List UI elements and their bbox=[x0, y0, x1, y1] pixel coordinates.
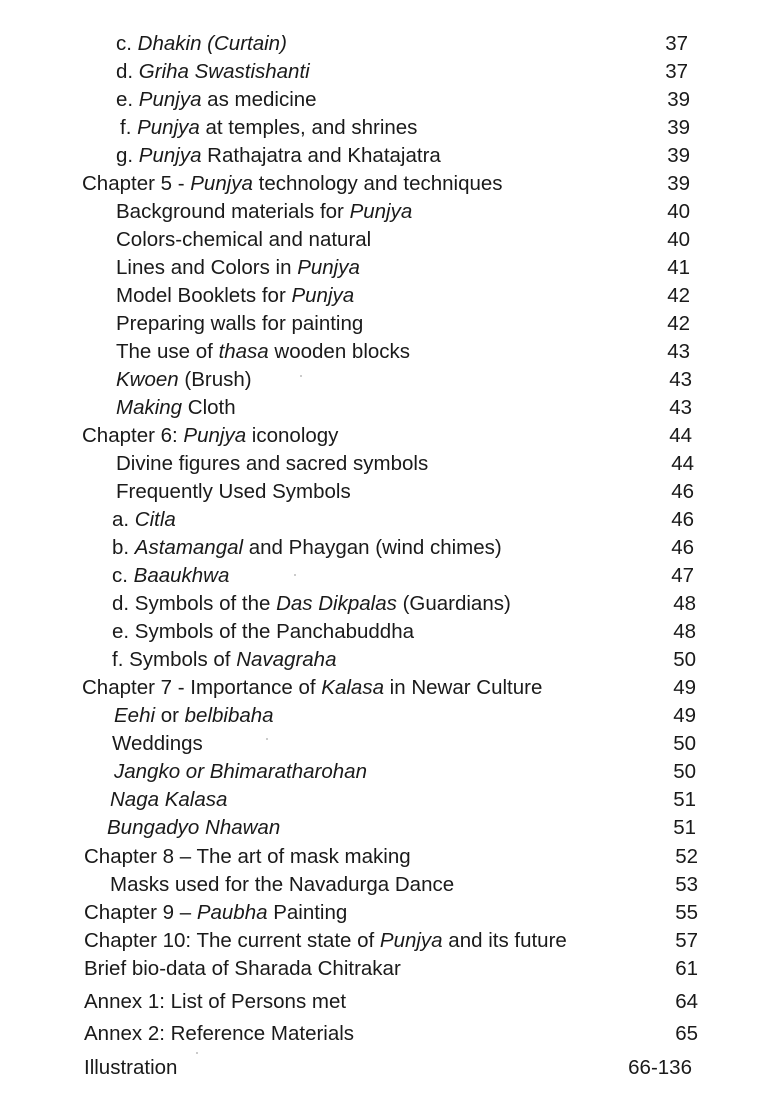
toc-entry bbox=[0, 786, 780, 814]
italic-text: Griha Swastishanti bbox=[138, 60, 310, 83]
italic-text: Astamangal bbox=[134, 536, 244, 559]
toc-entry-title bbox=[112, 534, 502, 562]
toc-page-number: 64 bbox=[675, 990, 698, 1013]
toc-entry-title bbox=[110, 871, 454, 899]
toc-entry-title bbox=[116, 338, 410, 366]
text: d. bbox=[116, 60, 139, 83]
toc-entry bbox=[0, 871, 780, 899]
toc-entry bbox=[0, 450, 780, 478]
toc-entry bbox=[0, 927, 780, 955]
text: Rathajatra and Khatajatra bbox=[201, 144, 441, 167]
toc-entry-title bbox=[114, 758, 367, 786]
toc-entry bbox=[0, 338, 780, 366]
toc-page-number: 51 bbox=[673, 816, 696, 839]
italic-text: Das Dikpalas bbox=[276, 592, 397, 615]
toc-page-number: 42 bbox=[667, 284, 690, 307]
toc-entry bbox=[0, 114, 780, 142]
toc-page-number: 61 bbox=[675, 957, 698, 980]
italic-text: Citla bbox=[134, 508, 176, 531]
text: in Newar Culture bbox=[383, 676, 543, 699]
toc-page-number: 52 bbox=[675, 845, 698, 868]
toc-entry-title bbox=[116, 478, 351, 506]
text: and its future bbox=[442, 929, 567, 952]
toc-entry-title bbox=[112, 730, 203, 758]
text: Chapter 8 – The art of mask making bbox=[84, 845, 411, 868]
toc-entry bbox=[0, 226, 780, 254]
toc-page-number: 55 bbox=[675, 901, 698, 924]
toc-entry bbox=[0, 366, 780, 394]
toc-entry bbox=[0, 730, 780, 758]
text: iconology bbox=[246, 424, 339, 447]
text: f. Symbols of bbox=[112, 648, 237, 671]
toc-entry bbox=[0, 394, 780, 422]
text: Chapter 6: bbox=[82, 424, 184, 447]
text: Weddings bbox=[112, 732, 203, 755]
italic-text: Kalasa bbox=[321, 676, 384, 699]
toc-page-number: 43 bbox=[669, 368, 692, 391]
italic-text: Punjya bbox=[137, 116, 200, 139]
toc-entry-title bbox=[116, 366, 252, 394]
toc-page-number: 47 bbox=[671, 564, 694, 587]
print-speck bbox=[266, 738, 268, 740]
toc-page-number: 50 bbox=[673, 648, 696, 671]
toc-entry bbox=[0, 843, 780, 871]
toc-entry-title bbox=[84, 843, 411, 871]
toc-page-number: 57 bbox=[675, 929, 698, 952]
text: Chapter 9 – bbox=[84, 901, 197, 924]
italic-text: belbibaha bbox=[184, 704, 274, 727]
toc-entry bbox=[0, 590, 780, 618]
toc-page-number: 66-136 bbox=[628, 1056, 692, 1079]
toc-page-number: 49 bbox=[673, 704, 696, 727]
text: technology and techniques bbox=[252, 172, 503, 195]
toc-entry bbox=[0, 198, 780, 226]
text: Chapter 7 - Importance of bbox=[82, 676, 322, 699]
toc-page-number: 46 bbox=[671, 536, 694, 559]
toc-entry-title bbox=[116, 394, 236, 422]
toc-entry bbox=[0, 646, 780, 674]
text: Masks used for the Navadurga Dance bbox=[110, 873, 455, 896]
text: b. bbox=[112, 536, 135, 559]
toc-entry-title bbox=[116, 58, 310, 86]
toc-page-number: 42 bbox=[667, 312, 690, 335]
text: Colors-chemical and natural bbox=[116, 228, 372, 251]
text: and Phaygan (wind chimes) bbox=[243, 536, 502, 559]
toc-page-number: 41 bbox=[667, 256, 690, 279]
toc-entry bbox=[0, 254, 780, 282]
toc-page-number: 43 bbox=[667, 340, 690, 363]
toc-page-number: 53 bbox=[675, 873, 698, 896]
toc-page-number: 50 bbox=[673, 760, 696, 783]
toc-entry bbox=[0, 506, 780, 534]
text: wooden blocks bbox=[268, 340, 411, 363]
toc-entry bbox=[0, 814, 780, 842]
toc-page-number: 48 bbox=[673, 592, 696, 615]
toc-entry bbox=[0, 422, 780, 450]
italic-text: Bungadyo Nhawan bbox=[107, 816, 281, 839]
toc-entry-title bbox=[84, 1054, 177, 1082]
toc-entry-title bbox=[116, 86, 317, 114]
text: e. Symbols of the Panchabuddha bbox=[112, 620, 415, 643]
toc-page-number: 49 bbox=[673, 676, 696, 699]
toc-entry-title bbox=[114, 702, 274, 730]
italic-text: Punjya bbox=[183, 424, 247, 447]
italic-text: Punjya bbox=[349, 200, 413, 223]
toc-entry-title bbox=[84, 955, 401, 983]
toc-entry-title bbox=[116, 282, 354, 310]
text: Annex 1: List of Persons met bbox=[84, 990, 347, 1013]
toc-entry bbox=[0, 674, 780, 702]
text: Preparing walls for painting bbox=[116, 312, 364, 335]
text: or bbox=[155, 704, 185, 727]
text: Illustration bbox=[84, 1056, 178, 1079]
toc-entry bbox=[0, 988, 780, 1016]
italic-text: Eehi bbox=[114, 704, 156, 727]
toc-entry bbox=[0, 1020, 780, 1048]
toc-entry bbox=[0, 618, 780, 646]
text: (Brush) bbox=[178, 368, 252, 391]
toc-entry-title bbox=[116, 226, 371, 254]
text: f. bbox=[120, 116, 138, 139]
toc-entry bbox=[0, 58, 780, 86]
toc-page-number: 46 bbox=[671, 480, 694, 503]
italic-text: Punjya bbox=[190, 172, 253, 195]
text: Cloth bbox=[182, 396, 236, 419]
text: Chapter 10: The current state of bbox=[84, 929, 380, 952]
toc-page-number: 65 bbox=[675, 1022, 698, 1045]
text: c. bbox=[112, 564, 134, 587]
text: (Guardians) bbox=[396, 592, 511, 615]
toc-entry bbox=[0, 282, 780, 310]
toc-entry bbox=[0, 310, 780, 338]
toc-entry-title bbox=[116, 450, 428, 478]
toc-page-number: 40 bbox=[667, 228, 690, 251]
italic-text: Jangko or Bhimaratharohan bbox=[114, 760, 367, 783]
italic-text: Kwoen bbox=[116, 368, 179, 391]
toc-page-number: 39 bbox=[667, 144, 690, 167]
toc-entry-title bbox=[84, 899, 347, 927]
toc-entry bbox=[0, 758, 780, 786]
text: Brief bio-data of Sharada Chitrakar bbox=[84, 957, 401, 980]
toc-page-number: 44 bbox=[671, 452, 694, 475]
toc-entry-title bbox=[116, 310, 363, 338]
italic-text: Naga Kalasa bbox=[110, 788, 228, 811]
toc-page-number: 51 bbox=[673, 788, 696, 811]
toc-entry-title bbox=[84, 1020, 354, 1048]
toc-page-number: 37 bbox=[665, 32, 688, 55]
text: Painting bbox=[267, 901, 348, 924]
italic-text: Punjya bbox=[379, 929, 443, 952]
italic-text: Paubha bbox=[196, 901, 268, 924]
toc-page-number: 43 bbox=[669, 396, 692, 419]
toc-page-number: 40 bbox=[667, 200, 690, 223]
toc-entry bbox=[0, 562, 780, 590]
italic-text: Punjya bbox=[291, 284, 355, 307]
toc-entry bbox=[0, 955, 780, 983]
toc-page-number: 50 bbox=[673, 732, 696, 755]
toc-entry-title bbox=[116, 254, 360, 282]
toc-page-number: 48 bbox=[673, 620, 696, 643]
italic-text: Punjya bbox=[138, 88, 202, 111]
italic-text: thasa bbox=[218, 340, 269, 363]
text: c. bbox=[116, 32, 138, 55]
text: e. bbox=[116, 88, 139, 111]
text: Model Booklets for bbox=[116, 284, 292, 307]
toc-entry-title bbox=[82, 170, 503, 198]
text: Chapter 5 - bbox=[82, 172, 191, 195]
toc-entry-title bbox=[82, 422, 338, 450]
text: a. bbox=[112, 508, 135, 531]
text: g. bbox=[116, 144, 139, 167]
toc-entry-title bbox=[112, 590, 511, 618]
text: Divine figures and sacred symbols bbox=[116, 452, 429, 475]
print-speck bbox=[300, 375, 302, 377]
toc-entry-title bbox=[112, 618, 414, 646]
toc-page-number: 46 bbox=[671, 508, 694, 531]
toc-entry-title bbox=[116, 142, 441, 170]
print-speck bbox=[294, 574, 296, 576]
italic-text: Dhakin (Curtain) bbox=[137, 32, 287, 55]
toc-entry bbox=[0, 1054, 780, 1082]
italic-text: Punjya bbox=[138, 144, 202, 167]
text: as medicine bbox=[201, 88, 317, 111]
toc-entry bbox=[0, 702, 780, 730]
toc-entry bbox=[0, 30, 780, 58]
toc-page-number: 39 bbox=[667, 172, 690, 195]
toc-entry bbox=[0, 534, 780, 562]
toc-entry bbox=[0, 86, 780, 114]
toc-entry-title bbox=[84, 988, 346, 1016]
toc-entry-title bbox=[112, 646, 336, 674]
toc-entry-title bbox=[112, 562, 229, 590]
italic-text: Punjya bbox=[297, 256, 360, 279]
toc-entry-title bbox=[120, 114, 417, 142]
italic-text: Baaukhwa bbox=[133, 564, 230, 587]
toc-entry-title bbox=[110, 786, 227, 814]
text: The use of bbox=[116, 340, 219, 363]
toc-entry-title bbox=[107, 814, 280, 842]
text: Background materials for bbox=[116, 200, 350, 223]
toc-entry-title bbox=[112, 506, 176, 534]
toc-entry-title bbox=[84, 927, 567, 955]
toc-entry bbox=[0, 170, 780, 198]
text: Annex 2: Reference Materials bbox=[84, 1022, 355, 1045]
toc-entry bbox=[0, 142, 780, 170]
toc-entry-title bbox=[116, 30, 287, 58]
toc-entry-title bbox=[82, 674, 542, 702]
toc-page-number: 39 bbox=[667, 88, 690, 111]
print-speck bbox=[196, 1052, 198, 1054]
italic-text: Navagraha bbox=[236, 648, 337, 671]
text: Frequently Used Symbols bbox=[116, 480, 351, 503]
text: Lines and Colors in bbox=[116, 256, 298, 279]
text: d. Symbols of the bbox=[112, 592, 277, 615]
italic-text: Making bbox=[116, 396, 183, 419]
toc-entry bbox=[0, 478, 780, 506]
toc-entry bbox=[0, 899, 780, 927]
toc-page-number: 39 bbox=[667, 116, 690, 139]
text: at temples, and shrines bbox=[199, 116, 418, 139]
toc-entry-title bbox=[116, 198, 412, 226]
toc-page-number: 37 bbox=[665, 60, 688, 83]
toc-page-number: 44 bbox=[669, 424, 692, 447]
